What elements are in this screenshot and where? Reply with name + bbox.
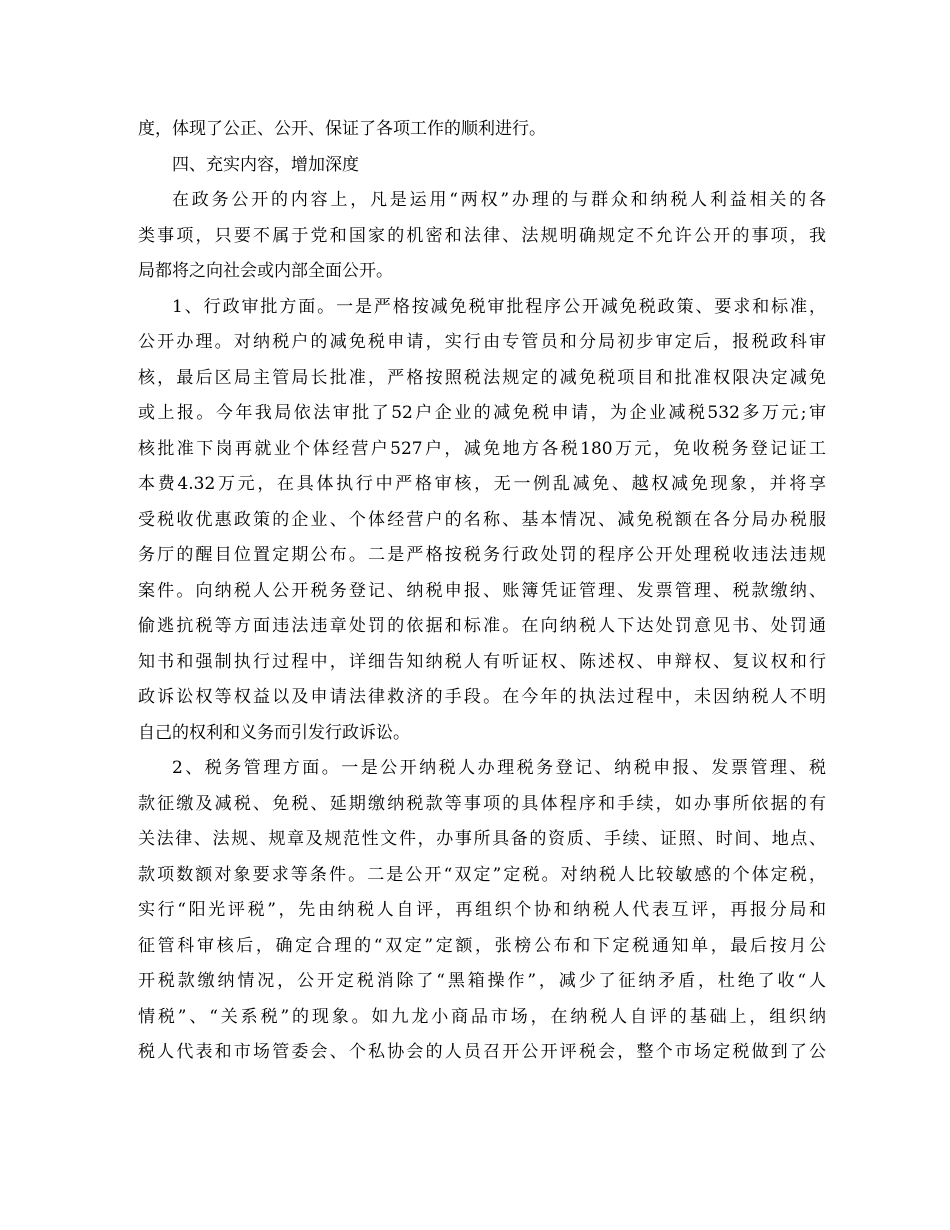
text-line: 1、行政审批方面。一是严格按减免税审批程序公开减免税政策、要求和标准， (172, 296, 826, 317)
text-line: 征管科审核后，确定合理的“双定”定额，张榜公布和下定税通知单，最后按月公 (138, 935, 826, 956)
text-line: 局都将之向社会或内部全面公开。 (138, 261, 393, 281)
document-body (138, 112, 826, 1071)
text-line: 关法律、法规、规章及规范性文件，办事所具备的资质、手续、证照、时间、地点、 (138, 829, 826, 849)
text-line: 核批准下岗再就业个体经营户527户，减免地方各税180万元，免收税务登记证工 (138, 438, 826, 459)
text-line: 本费4.32万元，在具体执行中严格审核，无一例乱减免、越权减免现象，并将享 (138, 474, 826, 494)
text-line: 税人代表和市场管委会、个私协会的人员召开公开评税会，整个市场定税做到了公 (138, 1042, 826, 1062)
text-line: 款项数额对象要求等条件。二是公开“双定”定税。对纳税人比较敏感的个体定税， (138, 864, 826, 885)
text-line: 在政务公开的内容上，凡是运用“两权”办理的与群众和纳税人利益相关的各 (172, 190, 826, 210)
text-line: 度，体现了公正、公开、保证了各项工作的顺利进行。 (138, 119, 546, 139)
text-line: 知书和强制执行过程中，详细告知纳税人有听证权、陈述权、申辩权、复议权和行 (138, 651, 826, 672)
text-line: 案件。向纳税人公开税务登记、纳税申报、账簿凭证管理、发票管理、税款缴纳、 (138, 580, 826, 601)
text-line: 政诉讼权等权益以及申请法律救济的手段。在今年的执法过程中，未因纳税人不明 (138, 687, 826, 707)
text-line: 款征缴及减税、免税、延期缴纳税款等事项的具体程序和手续，如办事所依据的有 (138, 793, 826, 814)
text-line: 实行“阳光评税”，先由纳税人自评，再组织个协和纳税人代表互评，再报分局和 (138, 900, 826, 920)
text-line: 公开办理。对纳税户的减免税申请，实行由专管员和分局初步审定后，报税政科审 (138, 332, 826, 352)
text-line: 自己的权利和义务而引发行政诉讼。 (138, 722, 410, 743)
text-line: 或上报。今年我局依法审批了52户企业的减免税申请，为企业减税532多万元;审 (138, 403, 826, 423)
text-line: 务厅的醒目位置定期公布。二是严格按税务行政处罚的程序公开处理税收违法违规 (138, 545, 826, 565)
text-line: 开税款缴纳情况，公开定税消除了“黑箱操作”，减少了征纳矛盾，杜绝了收“人 (138, 971, 826, 991)
section-heading: 四、充实内容，增加深度 (172, 154, 359, 175)
text-line: 受税收优惠政策的企业、个体经营户的名称、基本情况、减免税额在各分局办税服 (138, 509, 826, 530)
text-line: 偷逃抗税等方面违法违章处罚的依据和标准。在向纳税人下达处罚意见书、处罚通 (138, 616, 826, 636)
text-line: 类事项，只要不属于党和国家的机密和法律、法规明确规定不允许公开的事项，我 (138, 225, 826, 246)
text-line: 2、税务管理方面。一是公开纳税人办理税务登记、纳税申报、发票管理、税 (172, 758, 826, 778)
text-line: 情税”、“关系税”的现象。如九龙小商品市场，在纳税人自评的基础上，组织纳 (138, 1006, 826, 1027)
text-line: 核，最后区局主管局长批准，严格按照税法规定的减免税项目和批准权限决定减免 (138, 367, 826, 388)
